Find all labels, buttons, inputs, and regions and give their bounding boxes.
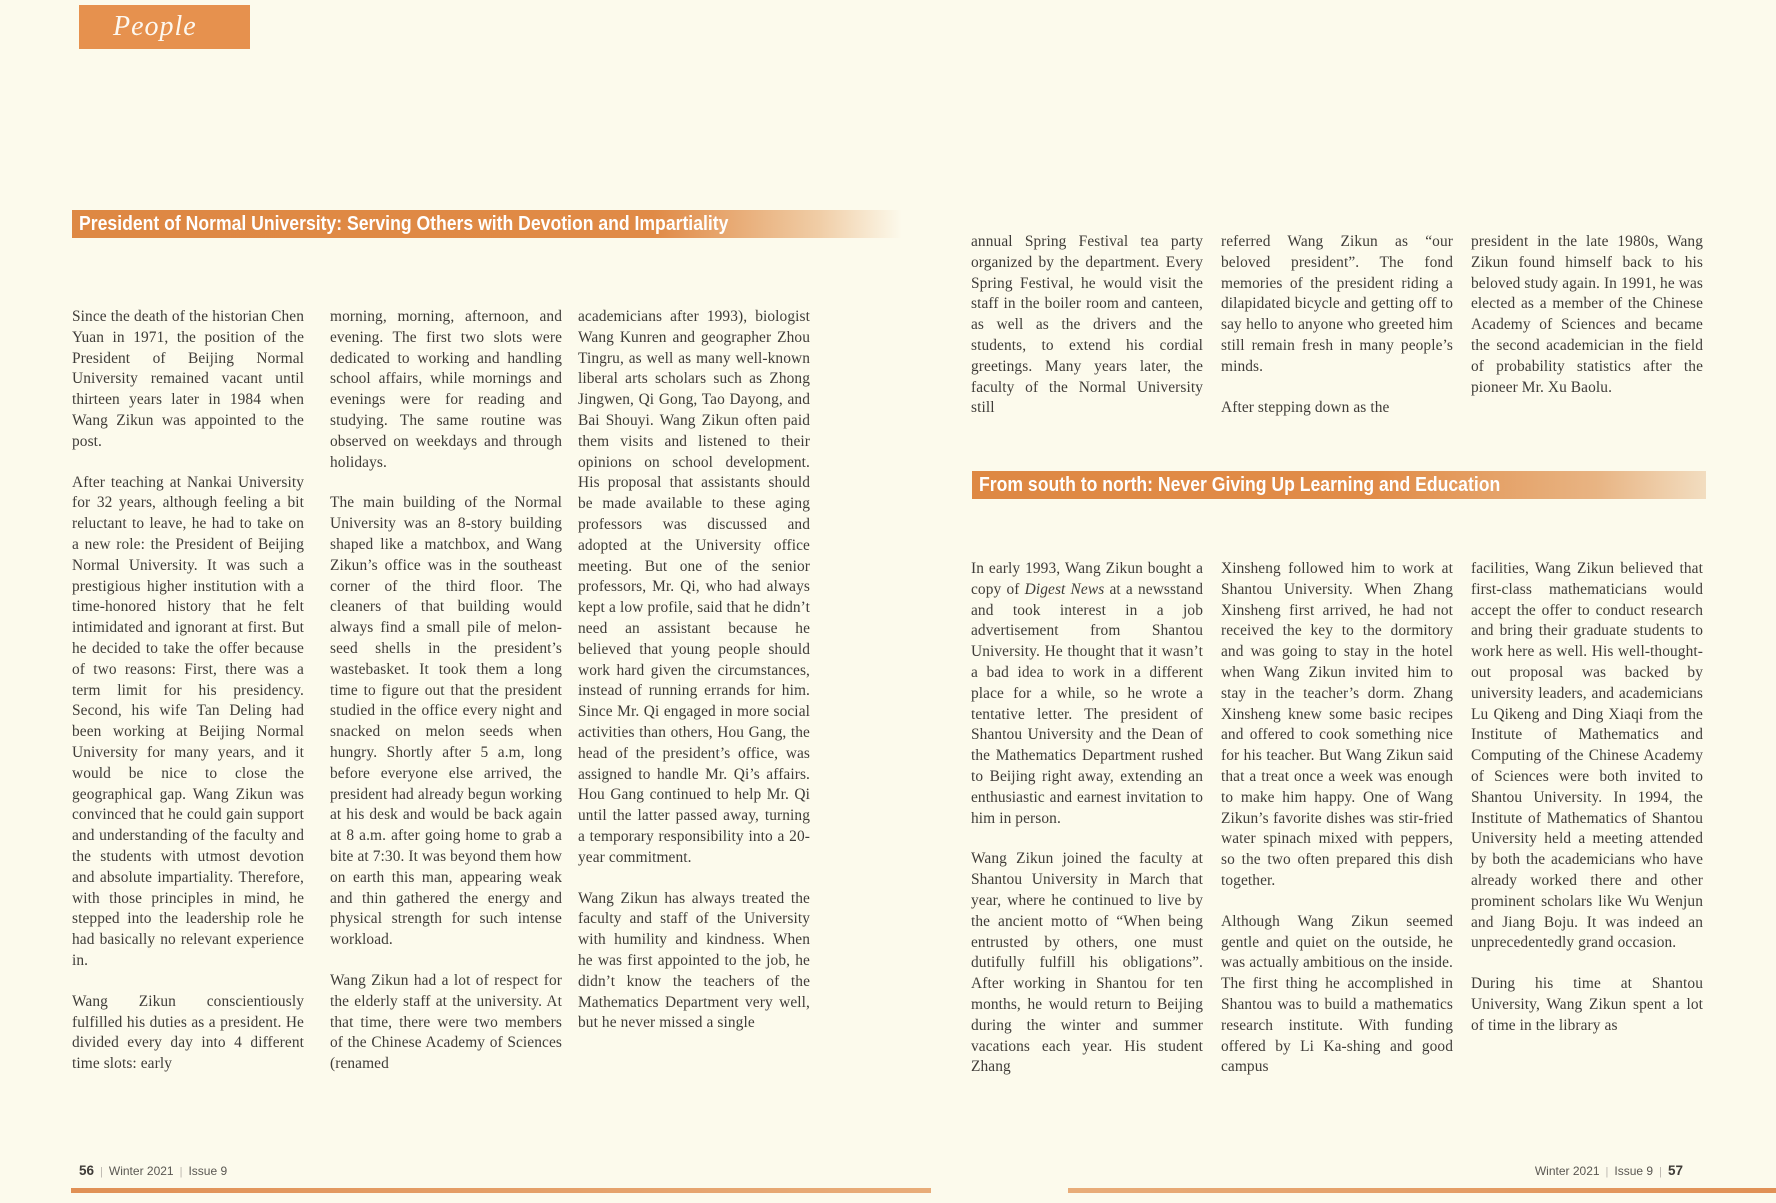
footer-right (1390, 1163, 1683, 1178)
footer-journal-label: Winter 2021 (108, 1164, 174, 1178)
right-page-top-column-3 (1471, 232, 1703, 444)
footer-issue-label: Issue 9 (1614, 1164, 1654, 1178)
body-paragraph: During his time at Shantou University, Wang Zikun spent a lot of time in the library as (1471, 975, 1703, 1034)
body-paragraph: Xinsheng followed him to work at Shantou University. When Zhang Xinsheng first arrived, he had not received the key to the dormitory and was going to stay in the hotel when Wang Zikun invited him to stay in the teacher’s dorm. Zhang Xinsheng knew some basic recipes and offered to cook something nice for his teacher. But Wang Zikun said that a treat once a week was enough to make him happy. One of Wang Zikun’s favorite dishes was stir-fried water spinach mixed with peppers, so the two often prepared this dish together. (1221, 560, 1453, 889)
body-paragraph: After stepping down as the (1221, 398, 1390, 416)
body-paragraph: After teaching at Nankai University for 32 years, although feeling a bit reluctant to leave, he had to take on a new role: the President of Beijing Normal University. It was such a prestigious higher institution with a time-honored history that he felt intimidated and ignorant at first. But he decided to take the offer because of two reasons: First, there was a term limit for his presidency. Second, his wife Tan Deling had been working at Beijing Normal University for many years, and it would be nice to close the geographical gap. Wang Zikun was convinced that he could gain support and understanding of the faculty and the students with utmost devotion and absolute impartiality. Therefore, with those principles in mind, he stepped into the leadership role he had basically no relevant experience in. (72, 473, 304, 969)
body-paragraph: Wang Zikun conscientiously fulfilled his duties as a president. He divided every day into 4 different time slots: early (72, 992, 304, 1073)
right-page-bottom-column-1 (971, 559, 1203, 1104)
body-paragraph: The main building of the Normal University was an 8-story building shaped like a matchbox, and Wang Zikun’s office was in the southeast corner of the third floor. The cleaners of that building would always find a small pile of melon-seed shells in the president’s wastebasket. It took them a long time to figure out that the president studied in the office every night and snacked on melon seeds when hungry. Shortly after 5 a.m, long before everyone else arrived, the president had already begun working at his desk and would be back again at 8 a.m. after going home to grab a bite at 7:30. It was beyond them how on earth this man, appearing weak and thin gathered the energy and physical strength for such intense workload. (330, 494, 562, 949)
body-paragraph: academicians after 1993), biologist Wang Kunren and geographer Zhou Tingru, as well as many well-known liberal arts scholars such as Zhong Jingwen, Qi Gong, Tao Dayong, and Bai Shouyi. Wang Zikun often paid them visits and listened to their opinions on school development. His proposal that assistants should be made available to these aging professors was discussed and adopted at the University office meeting. But one of the senior professors, Mr. Qi, who had always kept a low profile, said that he didn’t need an assistant because he believed that young people should work hard given the circumstances, instead of running errands for him. Since Mr. Qi engaged in more social activities than others, Hou Gang, the head of the president’s office, was assigned to handle Mr. Qi’s affairs. Hou Gang continued to help Mr. Qi until the latter passed away, turning a temporary responsibility into a 20-year commitment. (578, 308, 810, 866)
body-paragraph: facilities, Wang Zikun believed that first-class mathematicians would accept the offer to conduct research and bring their graduate students to work here as well. His well-thought-out proposal was backed by university leaders, and academicians Lu Qikeng and Ding Xiaqi from the Institute of Mathematics and Computing of the Chinese Academy of Sciences were both invited to Shantou University. In 1994, the Institute of Mathematics of Shantou University held a meeting attended by both the academicians who have already worked there and other prominent scholars like Wu Wenjun and Jiang Boju. It was indeed an unprecedentedly grand occasion. (1471, 560, 1703, 952)
body-paragraph: In early 1993, Wang Zikun bought a copy of Digest News at a newsstand and took interest in a job advertisement from Shantou University. He thought that it wasn’t a bad idea to work in a different place for a while, so he wrote a tentative letter. The president of Shantou University and the Dean of the Mathematics Department rushed to Beijing right away, extending an enthusiastic and earnest invitation to him in person. (971, 560, 1203, 827)
right-page-bottom-column-2 (1221, 559, 1453, 1104)
right-page-top-column-2 (1221, 232, 1453, 444)
article-heading-right-text: From south to north: Never Giving Up Learning and Education (979, 474, 1501, 496)
article-heading-left-text: President of Normal University: Serving Others with Devotion and Impartiality (79, 213, 729, 235)
page-number-right: 57 (1667, 1163, 1683, 1178)
article-heading-right (972, 471, 1706, 499)
footer-separator: | (1605, 1166, 1609, 1178)
page-number-left: 56 (79, 1163, 95, 1178)
bottom-rule-right (1068, 1188, 1776, 1193)
body-paragraph: Wang Zikun has always treated the faculty and staff of the University with humility and kindness. When he was first appointed to the job, he didn’t know the teachers of the Mathematics Department very well, but he never missed a single (578, 889, 810, 1032)
left-page-column-2 (330, 307, 562, 1102)
body-paragraph: Wang Zikun had a lot of respect for the elderly staff at the university. At that time, there were two members of the Chinese Academy of Sciences (renamed (330, 971, 562, 1073)
section-tag-label: People (113, 11, 197, 42)
footer-separator: | (179, 1166, 183, 1178)
section-tag (79, 5, 250, 49)
body-paragraph: referred Wang Zikun as “our beloved president”. The fond memories of the president riding a dilapidated bicycle and getting off to say hello to anyone who greeted him still remain fresh in many people’s minds. (1221, 233, 1453, 375)
body-paragraph: Although Wang Zikun seemed gentle and quiet on the outside, he was actually ambitious on the inside. The first thing he accomplished in Shantou was to build a mathematics research institute. With funding offered by Li Ka-shing and good campus (1221, 912, 1453, 1076)
footer-journal-label: Winter 2021 (1534, 1164, 1600, 1178)
body-paragraph: president in the late 1980s, Wang Zikun found himself back to his beloved study again. In 1991, he was elected as a member of the Chinese Academy of Sciences and became the second academician in the field of probability statistics after the pioneer Mr. Xu Baolu. (1471, 233, 1703, 396)
article-heading-left (72, 210, 902, 238)
left-page-column-1 (72, 307, 304, 1102)
left-page-column-3 (578, 307, 810, 1102)
body-paragraph: annual Spring Festival tea party organized by the department. Every Spring Festival, he would visit the staff in the boiler room and canteen, as well as the drivers and the students, to extend his cordial greetings. Many years later, the faculty of the Normal University still (971, 233, 1203, 417)
footer-separator: | (1659, 1166, 1662, 1178)
right-page-top-column-1 (971, 232, 1203, 444)
bottom-rule-left (71, 1188, 931, 1193)
footer-left (79, 1163, 227, 1178)
body-paragraph: Wang Zikun joined the faculty at Shantou University in March that year, where he continued to live by the ancient motto of “When being entrusted by others, one must dutifully fulfill his obligations”. After working in Shantou for ten months, he would return to Beijing during the winter and summer vacations each year. His student Zhang (971, 850, 1203, 1076)
body-paragraph: morning, morning, afternoon, and evening. The first two slots were dedicated to working and handling school affairs, while mornings and evenings were for reading and studying. The same routine was observed on weekdays and through holidays. (330, 308, 562, 471)
footer-separator: | (100, 1166, 103, 1178)
body-paragraph: Since the death of the historian Chen Yuan in 1971, the position of the President of Beijing Normal University remained vacant until thirteen years later in 1984 when Wang Zikun was appointed to the post. (72, 308, 304, 450)
footer-issue-label: Issue 9 (188, 1164, 228, 1178)
right-page-bottom-column-3 (1471, 559, 1703, 1104)
